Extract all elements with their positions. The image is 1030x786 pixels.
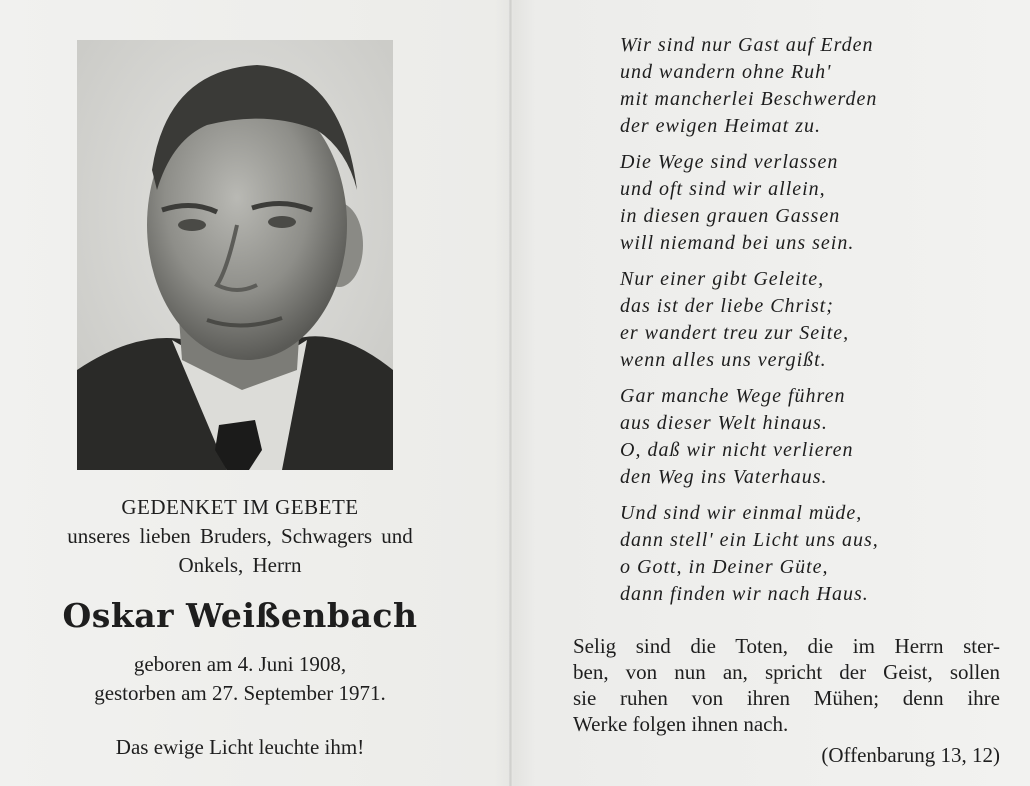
poem-line: er wandert treu zur Seite, bbox=[620, 322, 850, 344]
portrait-photo bbox=[77, 40, 393, 470]
verse-citation: (Offenbarung 13, 12) bbox=[821, 743, 1000, 767]
poem-line: Und sind wir einmal müde, bbox=[620, 502, 863, 524]
poem-stanza bbox=[620, 383, 1010, 491]
deceased-name: Oskar Weißenbach bbox=[62, 596, 418, 635]
poem-line: O, daß wir nicht verlieren bbox=[620, 439, 854, 461]
poem-stanza bbox=[620, 149, 1010, 257]
life-dates bbox=[20, 650, 460, 708]
poem-stanza bbox=[620, 32, 1010, 140]
bible-verse bbox=[573, 633, 1000, 737]
poem-line: das ist der liebe Christ; bbox=[620, 295, 834, 317]
poem-line: und wandern ohne Ruh' bbox=[620, 61, 832, 83]
poem-line: den Weg ins Vaterhaus. bbox=[620, 466, 828, 488]
poem-line: Nur einer gibt Geleite, bbox=[620, 268, 825, 290]
relation-line: unseres lieben Bruders, Schwagers und bbox=[67, 524, 413, 548]
poem-stanza bbox=[620, 500, 1010, 608]
poem-line: Die Wege sind verlassen bbox=[620, 151, 839, 173]
verse-line: sie ruhen von ihren Mühen; denn ihre bbox=[573, 686, 1000, 710]
heading-gedenket: GEDENKET IM GEBETE bbox=[121, 495, 359, 519]
poem-line: Wir sind nur Gast auf Erden bbox=[620, 34, 874, 56]
poem-line: Gar manche Wege führen bbox=[620, 385, 846, 407]
poem-line: o Gott, in Deiner Güte, bbox=[620, 556, 829, 578]
poem-line: dann stell' ein Licht uns aus, bbox=[620, 529, 879, 551]
poem-line: will niemand bei uns sein. bbox=[620, 232, 855, 254]
poem bbox=[620, 32, 1010, 617]
poem-line: dann finden wir nach Haus. bbox=[620, 583, 869, 605]
verse-line: Selig sind die Toten, die im Herrn ster- bbox=[573, 634, 1000, 658]
birth-date: geboren am 4. Juni 1908, bbox=[133, 652, 347, 676]
verse-line: Werke folgen ihnen nach. bbox=[573, 712, 789, 736]
card-fold bbox=[509, 0, 512, 786]
poem-line: wenn alles uns vergißt. bbox=[620, 349, 827, 371]
poem-line: in diesen grauen Gassen bbox=[620, 205, 841, 227]
poem-line: der ewigen Heimat zu. bbox=[620, 115, 821, 137]
relation-line: Onkels, Herrn bbox=[178, 553, 302, 577]
poem-line: und oft sind wir allein, bbox=[620, 178, 826, 200]
poem-line: mit mancherlei Beschwerden bbox=[620, 88, 878, 110]
death-date: gestorben am 27. September 1971. bbox=[94, 681, 386, 705]
closing-prayer: Das ewige Licht leuchte ihm! bbox=[115, 735, 365, 759]
poem-stanza bbox=[620, 266, 1010, 374]
poem-line: aus dieser Welt hinaus. bbox=[620, 412, 828, 434]
verse-line: ben, von nun an, spricht der Geist, sollen bbox=[573, 660, 1000, 684]
relation-text bbox=[20, 522, 460, 580]
